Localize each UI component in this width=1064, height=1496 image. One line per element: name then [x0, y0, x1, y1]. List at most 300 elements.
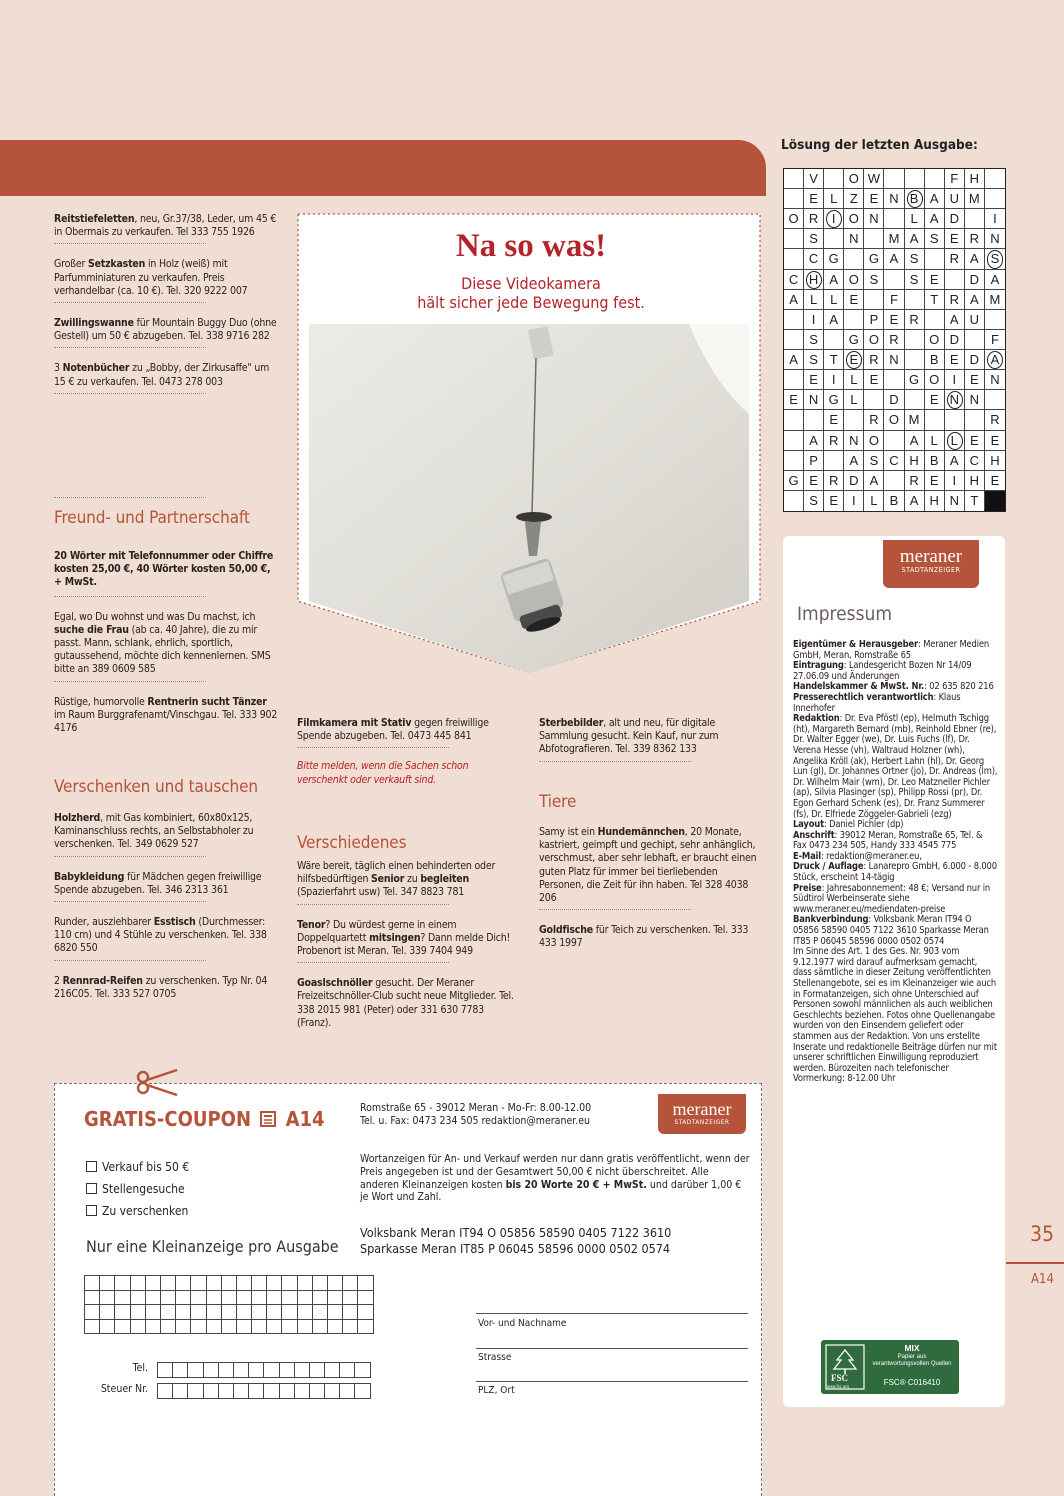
coupon-text-grid[interactable]: [84, 1275, 374, 1334]
crossword-cell: S: [925, 229, 945, 249]
crossword-cell: B: [884, 491, 904, 511]
crossword-cell: N: [945, 390, 965, 410]
crossword-cell: [844, 310, 864, 330]
option-jobs[interactable]: Stellengesuche: [86, 1178, 189, 1200]
header-banner: [0, 140, 766, 196]
crossword-cell: E: [945, 229, 965, 249]
crossword-cell: [925, 410, 945, 430]
crossword-cell: M: [884, 229, 904, 249]
grid-cell[interactable]: [130, 1305, 145, 1320]
crossword-cell: [905, 169, 925, 189]
crossword-cell: M: [965, 189, 985, 209]
crossword-cell: A: [985, 350, 1005, 370]
impressum-line: Layout: Daniel Pichler (dp): [793, 819, 904, 831]
grid-cell[interactable]: [206, 1290, 221, 1305]
crossword-cell: S: [985, 249, 1005, 269]
feature-subtitle: Diese Videokamera hält sicher jede Bewegung fest.: [417, 274, 645, 312]
grid-cell[interactable]: [191, 1305, 206, 1320]
grid-cell[interactable]: [252, 1319, 267, 1334]
impressum-text: [793, 640, 998, 1085]
coupon-address: Romstraße 65 - 39012 Meran - Mo-Fr: 8.00-12.00 Tel. u. Fax: 0473 234 505 redaktion@meraner.eu: [360, 1102, 592, 1127]
ad-item: Goldfische für Teich zu verschenken. Tel. 333 433 1997: [539, 924, 749, 950]
crossword-cell: [905, 350, 925, 370]
grid-cell[interactable]: [236, 1276, 251, 1291]
crossword-cell: E: [824, 491, 844, 511]
crossword-cell: E: [844, 290, 864, 310]
impressum-line: Redaktion: Dr. Eva Pföstl (ep), Helmuth Tschigg (ht), Margareth Bernard (mb), Reinhold Ebner (re), Dr. Walter Egger (we), Dr. Luis Fuchs (lf), Dr. Verena Hesse (vh), Waltraud Holzner (wh), Angelika Kröll (ak), Herbert Lahn (hl), Dr. Georg Lun (gl), Dr. Johannes Ortner (jo), Dr. Andreas (lm), Dr. Wilhelm Mair (wm), Dr. Leo Matzneller Pichler (ap), Silvia Plasinger (sp), Philipp Rossi (pr), Dr. Egon Gerhard Schenk (es), Dr. Franz Summerer (fs), Dr. Elfriede Zöggeler-Gabrieli (ezg): [793, 713, 998, 820]
checkbox[interactable]: [86, 1205, 97, 1216]
grid-cell[interactable]: [203, 1363, 218, 1378]
grid-cell[interactable]: [160, 1290, 175, 1305]
crossword-cell: H: [905, 451, 925, 471]
grid-cell[interactable]: [85, 1319, 100, 1334]
grid-cell[interactable]: [176, 1319, 191, 1334]
crossword-cell: D: [945, 330, 965, 350]
crossword-cell: C: [884, 451, 904, 471]
tel-label: Tel.: [132, 1362, 148, 1374]
grid-cell[interactable]: [282, 1290, 297, 1305]
grid-cell[interactable]: [328, 1276, 343, 1291]
crossword-cell: [965, 330, 985, 350]
crossword-cell: L: [804, 290, 824, 310]
crossword-cell: [784, 431, 804, 451]
section-animals: [539, 826, 761, 951]
grid-cell[interactable]: [173, 1384, 188, 1399]
grid-cell[interactable]: [188, 1363, 203, 1378]
grid-cell[interactable]: [264, 1384, 279, 1399]
grid-cell[interactable]: [340, 1384, 355, 1399]
grid-cell[interactable]: [206, 1319, 221, 1334]
grid-cell[interactable]: [340, 1363, 355, 1378]
crossword-cell: L: [824, 189, 844, 209]
crossword-cell: E: [965, 431, 985, 451]
grid-cell[interactable]: [100, 1305, 115, 1320]
grid-cell[interactable]: [282, 1276, 297, 1291]
crossword-cell: S: [905, 249, 925, 269]
impressum-line: Preise: Jahresabonnement: 48 €; Versand nur in Südtirol Werbeinserate siehe www.meraner.eu/mediendaten-preise: [793, 882, 991, 915]
grid-cell[interactable]: [355, 1363, 370, 1378]
crossword-cell: S: [804, 229, 824, 249]
crossword-cell: F: [985, 330, 1005, 350]
crossword-cell: A: [844, 451, 864, 471]
crossword-cell: A: [905, 229, 925, 249]
crossword-cell: [965, 209, 985, 229]
crossword-cell: [884, 169, 904, 189]
grid-cell[interactable]: [282, 1319, 297, 1334]
crossword-cell: N: [884, 189, 904, 209]
impressum-line: E-Mail: redaktion@meraner.eu,: [793, 850, 922, 862]
grid-cell[interactable]: [328, 1319, 343, 1334]
ad-item: Rüstige, humorvolle Rentnerin sucht Tänzer im Raum Burggrafenamt/Vinschgau. Tel. 333 902 4176: [54, 695, 278, 735]
grid-cell[interactable]: [252, 1290, 267, 1305]
crossword-cell: I: [824, 209, 844, 229]
crossword-cell: E: [864, 370, 884, 390]
crossword-cell: T: [925, 290, 945, 310]
feature-title: Na so was!: [455, 228, 607, 264]
grid-cell[interactable]: [130, 1276, 145, 1291]
grid-cell[interactable]: [191, 1276, 206, 1291]
crossword-cell: H: [925, 491, 945, 511]
crossword-cell: E: [985, 471, 1005, 491]
grid-cell[interactable]: [252, 1305, 267, 1320]
grid-cell[interactable]: [312, 1319, 327, 1334]
grid-cell[interactable]: [267, 1305, 282, 1320]
grid-cell[interactable]: [249, 1363, 264, 1378]
price-note: 20 Wörter mit Telefonnummer oder Chiffre kosten 25,00 €, 40 Wörter kosten 50,00 €, + MwSt.: [54, 550, 274, 589]
grid-cell[interactable]: [145, 1319, 160, 1334]
crossword-cell: [784, 491, 804, 511]
grid-cell[interactable]: [264, 1363, 279, 1378]
page-number: 35: [1030, 1222, 1055, 1246]
grid-cell[interactable]: [358, 1305, 373, 1320]
crossword-cell: [985, 390, 1005, 410]
crossword-cell: [884, 209, 904, 229]
crossword-cell: V: [804, 169, 824, 189]
grid-cell[interactable]: [191, 1290, 206, 1305]
grid-cell[interactable]: [221, 1305, 236, 1320]
crossword-cell: C: [784, 270, 804, 290]
ad-item: Reitstiefeletten, neu, Gr.37/38, Leder, um 45 € in Obermais zu verkaufen. Tel 333 755 1926: [54, 213, 277, 239]
crossword-cell: O: [844, 209, 864, 229]
grid-cell[interactable]: [145, 1276, 160, 1291]
grid-cell[interactable]: [252, 1276, 267, 1291]
crossword-cell: [884, 270, 904, 290]
grid-cell[interactable]: [203, 1384, 218, 1399]
grid-cell[interactable]: [267, 1290, 282, 1305]
grid-cell[interactable]: [279, 1384, 294, 1399]
crossword-cell: R: [945, 249, 965, 269]
crossword-cell: [985, 491, 1005, 511]
crossword-cell: [864, 390, 884, 410]
crossword-cell: N: [985, 370, 1005, 390]
crossword-cell: H: [965, 471, 985, 491]
grid-cell[interactable]: [173, 1363, 188, 1378]
crossword-cell: N: [884, 350, 904, 370]
grid-cell[interactable]: [312, 1290, 327, 1305]
impressum-line: Druck / Auflage: Lanarepro GmbH, 6.000 - 8.000 Stück, erscheint 14-tägig: [793, 861, 997, 884]
crossword-cell: O: [784, 209, 804, 229]
crossword-cell: A: [824, 310, 844, 330]
grid-cell[interactable]: [358, 1290, 373, 1305]
crossword-cell: I: [945, 370, 965, 390]
crossword-cell: A: [925, 189, 945, 209]
ad-item: Zwillingswanne für Mountain Buggy Duo (ohne Gestell) um 50 € abzugeben. Tel. 338 9716 282: [54, 317, 277, 343]
grid-cell[interactable]: [221, 1290, 236, 1305]
grid-cell[interactable]: [236, 1305, 251, 1320]
crossword-cell: R: [905, 471, 925, 491]
grid-cell[interactable]: [233, 1384, 248, 1399]
grid-cell[interactable]: [343, 1305, 358, 1320]
crossword-cell: O: [884, 410, 904, 430]
ad-item: 2 Rennrad-Reifen zu verschenken. Typ Nr. 04 216C05. Tel. 333 527 0705: [54, 974, 268, 1000]
impressum-line: Anschrift: 39012 Meran, Romstraße 65, Tel. & Fax 0473 234 505, Handy 333 4545 775: [793, 829, 983, 852]
crossword-cell: U: [945, 189, 965, 209]
ads-column-3: [539, 717, 761, 762]
grid-cell[interactable]: [176, 1305, 191, 1320]
impressum-heading: Impressum: [797, 603, 892, 625]
crossword-cell: E: [844, 350, 864, 370]
grid-cell[interactable]: [85, 1276, 100, 1291]
crossword-cell: [985, 310, 1005, 330]
grid-cell[interactable]: [218, 1363, 233, 1378]
section-heading-misc: Verschiedenes: [297, 833, 407, 853]
crossword-cell: T: [824, 350, 844, 370]
grid-cell[interactable]: [158, 1384, 173, 1399]
grid-cell[interactable]: [221, 1276, 236, 1291]
crossword-cell: S: [864, 270, 884, 290]
crossword-cell: R: [864, 410, 884, 430]
crossword-cell: H: [804, 270, 824, 290]
crossword-cell: H: [985, 451, 1005, 471]
name-field[interactable]: [476, 1313, 748, 1314]
crossword-cell: A: [945, 310, 965, 330]
ad-item: Babykleidung für Mädchen gegen freiwillige Spende abzugeben. Tel. 346 2313 361: [54, 870, 262, 896]
crossword-cell: [945, 270, 965, 290]
grid-cell[interactable]: [312, 1305, 327, 1320]
grid-cell[interactable]: [267, 1276, 282, 1291]
crossword-cell: E: [985, 431, 1005, 451]
grid-cell[interactable]: [115, 1305, 130, 1320]
crossword-cell: L: [945, 431, 965, 451]
crossword-cell: E: [824, 410, 844, 430]
ad-item: Großer Setzkasten in Holz (weiß) mit Parfumminiaturen zu verkaufen. Preis verhandelbar (ca. 10 €). Tel. 320 9222 007: [54, 258, 248, 297]
grid-cell[interactable]: [158, 1363, 173, 1378]
coupon-rule: Nur eine Kleinanzeige pro Ausgabe: [86, 1237, 339, 1256]
ad-item: Samy ist ein Hundemännchen, 20 Monate, kastriert, geimpft und gechipt, sehr anhänglich, verschmust, aber sehr lebhaft, er braucht einen guten Platz für immer bei tierliebenden Personen, die Zeit für ihn haben. Tel 328 4038 206: [539, 826, 757, 905]
grid-cell[interactable]: [145, 1290, 160, 1305]
crossword-cell: D: [965, 270, 985, 290]
grid-cell[interactable]: [294, 1384, 309, 1399]
grid-cell[interactable]: [130, 1290, 145, 1305]
ad-item: Holzherd, mit Gas kombiniert, 60x80x125, Kaminanschluss rechts, an Selbstabholer zu verschenken. Tel. 349 0629 527: [54, 812, 254, 851]
crossword-cell: A: [864, 471, 884, 491]
crossword-cell: D: [844, 471, 864, 491]
crossword-cell: N: [844, 431, 864, 451]
crossword-cell: G: [784, 471, 804, 491]
section-partner: [54, 550, 279, 735]
meraner-logo: meraner STADTANZEIGER: [883, 540, 979, 588]
crossword-cell: [925, 310, 945, 330]
camera-photo: [309, 324, 749, 674]
grid-cell[interactable]: [160, 1305, 175, 1320]
section-gift: [54, 812, 279, 1001]
crossword-cell: L: [844, 390, 864, 410]
crossword-cell: [985, 189, 1005, 209]
crossword-cell: [784, 310, 804, 330]
tel-grid[interactable]: [157, 1362, 371, 1378]
grid-cell[interactable]: [191, 1319, 206, 1334]
crossword-cell: G: [824, 390, 844, 410]
crossword-cell: L: [824, 290, 844, 310]
grid-cell[interactable]: [309, 1363, 324, 1378]
impressum-line: Presserechtlich verantwortlich: Klaus Innerhofer: [793, 691, 961, 714]
city-field[interactable]: [476, 1381, 748, 1382]
grid-cell[interactable]: [294, 1363, 309, 1378]
crossword-cell: [864, 229, 884, 249]
grid-cell[interactable]: [355, 1384, 370, 1399]
tax-grid[interactable]: [157, 1383, 371, 1399]
crossword-cell: [784, 330, 804, 350]
grid-cell[interactable]: [218, 1384, 233, 1399]
crossword-cell: N: [804, 390, 824, 410]
impressum-line: Im Sinne des Art. 1 des Ges. Nr. 903 vom 9.12.1977 wird darauf aufmerksam gemacht, dass sämtliche in dieser Zeitung veröffentlichten Stellenangebote, sei es im Kleinanzeiger wie auch in Formatanzeigen, sich ohne Unterschied auf Personen sowohl männlichen als auch weiblichen Geschlechts beziehen. Fotos ohne Quellenangabe wurden von den Einsendern geliefert oder stammen aus der Redaktion. Von uns erstellte Inserate und redaktionelle Beiträge dürfen nur mit unserer schriftlichen Einwilligung reproduziert werden. Bürozeiten nach telefonischer Vormerkung: 8-12.00 Uhr: [793, 946, 997, 1085]
crossword-cell: G: [844, 330, 864, 350]
impressum-line: Bankverbindung: Volksbank Meran IT94 O 05856 58590 0405 7122 3610 Sparkasse Meran IT85 P 06045 58596 0000 0502 0574: [793, 914, 989, 947]
crossword-cell: [884, 431, 904, 451]
crossword-cell: M: [985, 290, 1005, 310]
option-sale[interactable]: Verkauf bis 50 €: [86, 1156, 189, 1178]
crossword-cell: R: [945, 290, 965, 310]
crossword-cell: A: [784, 290, 804, 310]
crossword-cell: [905, 290, 925, 310]
crossword-cell: D: [884, 390, 904, 410]
grid-cell[interactable]: [188, 1384, 203, 1399]
crossword-cell: N: [864, 209, 884, 229]
page-code: A14: [1031, 1272, 1054, 1287]
crossword-cell: L: [905, 209, 925, 229]
grid-cell[interactable]: [328, 1290, 343, 1305]
crossword-cell: [784, 229, 804, 249]
ad-item: Filmkamera mit Stativ gegen freiwillige Spende abzugeben. Tel. 0473 445 841: [297, 717, 489, 743]
grid-cell[interactable]: [249, 1384, 264, 1399]
crossword-cell: R: [905, 310, 925, 330]
crossword-cell: I: [804, 310, 824, 330]
grid-cell[interactable]: [176, 1290, 191, 1305]
grid-cell[interactable]: [221, 1319, 236, 1334]
crossword-cell: F: [884, 290, 904, 310]
crossword-cell: L: [864, 491, 884, 511]
grid-cell[interactable]: [233, 1363, 248, 1378]
grid-cell[interactable]: [176, 1276, 191, 1291]
crossword-cell: [824, 229, 844, 249]
grid-cell[interactable]: [297, 1305, 312, 1320]
grid-cell[interactable]: [85, 1290, 100, 1305]
crossword-cell: [864, 290, 884, 310]
crossword-cell: [945, 410, 965, 430]
crossword-cell: D: [965, 350, 985, 370]
grid-cell[interactable]: [100, 1290, 115, 1305]
crossword-cell: A: [824, 270, 844, 290]
ad-item: Sterbebilder, alt und neu, für digitale Sammlung gesucht. Kein Kauf, nur zum Abfotografieren. Tel. 339 8362 133: [539, 717, 719, 756]
crossword-cell: A: [945, 451, 965, 471]
grid-cell[interactable]: [343, 1276, 358, 1291]
grid-cell[interactable]: [115, 1276, 130, 1291]
crossword-cell: S: [905, 270, 925, 290]
grid-cell[interactable]: [328, 1305, 343, 1320]
grid-cell[interactable]: [100, 1319, 115, 1334]
crossword-cell: [884, 370, 904, 390]
grid-cell[interactable]: [325, 1384, 340, 1399]
grid-cell[interactable]: [236, 1319, 251, 1334]
grid-cell[interactable]: [358, 1276, 373, 1291]
grid-cell[interactable]: [206, 1305, 221, 1320]
grid-cell[interactable]: [115, 1290, 130, 1305]
grid-cell[interactable]: [145, 1305, 160, 1320]
grid-cell[interactable]: [100, 1276, 115, 1291]
grid-cell[interactable]: [358, 1319, 373, 1334]
crossword-cell: A: [925, 209, 945, 229]
grid-cell[interactable]: [312, 1276, 327, 1291]
tax-label: Steuer Nr.: [100, 1383, 148, 1395]
crossword-cell: L: [925, 431, 945, 451]
grid-cell[interactable]: [206, 1276, 221, 1291]
crossword-cell: O: [844, 270, 864, 290]
crossword-cell: O: [925, 370, 945, 390]
crossword-cell: E: [804, 471, 824, 491]
crossword-cell: F: [945, 169, 965, 189]
crossword-cell: A: [965, 290, 985, 310]
coupon-bank: Volksbank Meran IT94 O 05856 58590 0405 7122 3610 Sparkasse Meran IT85 P 06045 58596 0000 0502 0574: [360, 1225, 672, 1256]
crossword-cell: G: [864, 249, 884, 269]
name-label: Vor- und Nachname: [478, 1318, 567, 1329]
ad-item: Goaslschnöller gesucht. Der Meraner Freizeitschnöller-Club sucht neue Mitglieder. Tel. 338 2015 981 (Peter) oder 331 630 7783 (Franz).: [297, 977, 514, 1029]
city-label: PLZ, Ort: [478, 1385, 515, 1396]
crossword-cell: P: [804, 451, 824, 471]
grid-cell[interactable]: [343, 1319, 358, 1334]
ad-item: Egal, wo Du wohnst und was Du machst, ich suche die Frau (ab ca. 40 Jahre), die zu mir passt. Mann, schlank, ehrlich, sportlich, gutaussehend, möchte dich kennenlernen. SMS bitte an 389 0609 585: [54, 610, 271, 676]
crossword-cell: S: [804, 350, 824, 370]
section-heading-animals: Tiere: [539, 792, 577, 812]
ad-item: Tenor? Du würdest gerne in einem Doppelquartett mitsingen? Dann melde Dich! Probenort ist Meran. Tel. 339 7404 949: [297, 918, 511, 958]
crossword-cell: E: [784, 390, 804, 410]
crossword-cell: [824, 330, 844, 350]
crossword-cell: Z: [844, 189, 864, 209]
grid-cell[interactable]: [115, 1319, 130, 1334]
crossword-cell: [784, 249, 804, 269]
crossword-cell: [985, 169, 1005, 189]
crossword-cell: R: [884, 330, 904, 350]
grid-cell[interactable]: [297, 1276, 312, 1291]
crossword-cell: [784, 189, 804, 209]
notice-text: Bitte melden, wenn die Sachen schon verschenkt oder verkauft sind.: [297, 760, 469, 786]
section-misc: [297, 860, 515, 1030]
crossword-cell: G: [824, 249, 844, 269]
grid-cell[interactable]: [325, 1363, 340, 1378]
crossword-cell: C: [804, 249, 824, 269]
crossword-cell: [784, 370, 804, 390]
crossword-cell: I: [844, 491, 864, 511]
crossword-cell: S: [864, 451, 884, 471]
crossword-cell: [784, 451, 804, 471]
ads-column-1: [54, 213, 279, 394]
grid-cell[interactable]: [297, 1319, 312, 1334]
checkbox[interactable]: [86, 1183, 97, 1194]
grid-cell[interactable]: [130, 1319, 145, 1334]
grid-cell[interactable]: [343, 1290, 358, 1305]
crossword-cell: [824, 169, 844, 189]
crossword-cell: O: [864, 431, 884, 451]
grid-cell[interactable]: [279, 1363, 294, 1378]
street-field[interactable]: [476, 1348, 748, 1349]
grid-cell[interactable]: [236, 1290, 251, 1305]
grid-cell[interactable]: [85, 1305, 100, 1320]
grid-cell[interactable]: [309, 1384, 324, 1399]
grid-cell[interactable]: [297, 1290, 312, 1305]
option-giveaway[interactable]: Zu verschenken: [86, 1200, 189, 1222]
crossword-cell: G: [905, 370, 925, 390]
crossword-cell: L: [844, 370, 864, 390]
crossword-cell: H: [965, 169, 985, 189]
grid-cell[interactable]: [160, 1319, 175, 1334]
crossword-cell: A: [965, 249, 985, 269]
grid-cell[interactable]: [267, 1319, 282, 1334]
grid-cell[interactable]: [282, 1305, 297, 1320]
crossword-cell: O: [844, 169, 864, 189]
grid-cell[interactable]: [160, 1276, 175, 1291]
crossword-cell: S: [804, 330, 824, 350]
checkbox[interactable]: [86, 1161, 97, 1172]
newspaper-icon: [259, 1110, 277, 1128]
